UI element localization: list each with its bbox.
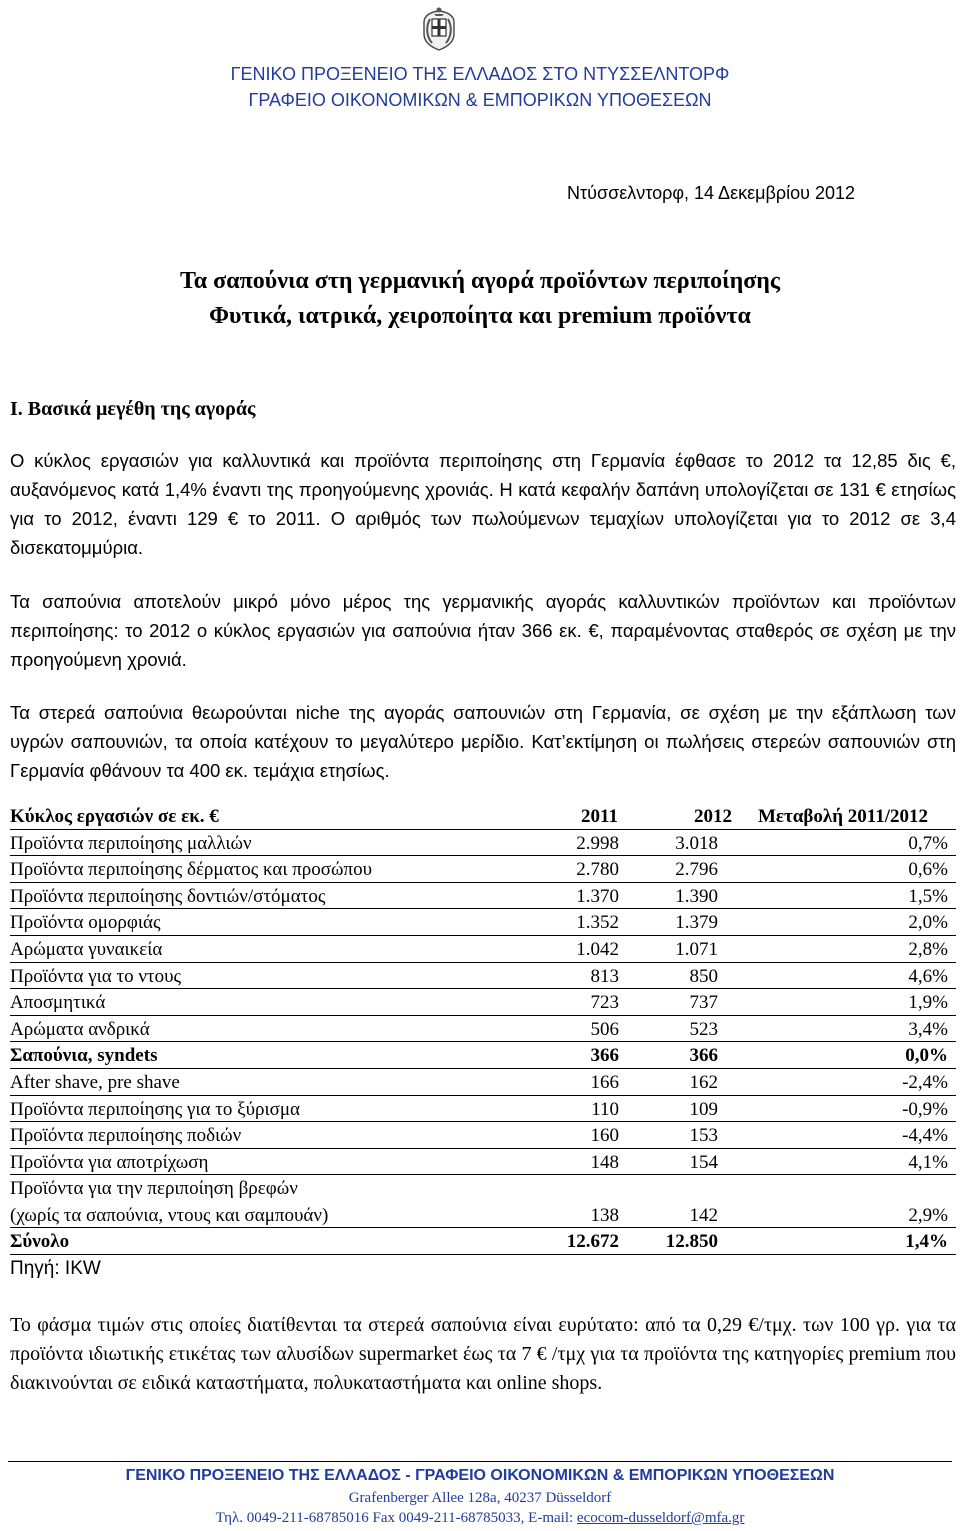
row-label: Προϊόντα για το ντους: [10, 965, 181, 987]
row-value-2011: 2.998: [576, 832, 619, 854]
row-value-2011: 1.352: [576, 912, 619, 934]
table-row: [10, 1097, 956, 1124]
table-source: Πηγή: IKW: [10, 1257, 101, 1279]
row-value-2011: 138: [590, 1204, 619, 1226]
footer-address: Grafenberger Allee 128a, 40237 Düsseldorf: [348, 1490, 612, 1506]
document-title: Τα σαπούνια στη γερμανική αγορά προϊόντων περιποίησης: [179, 268, 781, 294]
row-value-2012: 1.379: [675, 912, 718, 934]
row-value-2012: 3.018: [675, 832, 718, 854]
row-label: After shave, pre shave: [10, 1071, 180, 1093]
row-label: Προϊόντα περιποίησης μαλλιών: [10, 832, 252, 854]
row-change: 2,0%: [908, 912, 948, 934]
row-value-2012: 153: [689, 1125, 718, 1147]
table-header-2012: 2012: [694, 806, 732, 827]
table-source-row: [10, 1256, 956, 1283]
paragraph-soap-share: Τα σαπούνια αποτελούν μικρό μόνο μέρος της γερμανικής αγοράς καλλυντικών προϊόντων και προϊόντων περιποίησης: το 2012 ο κύκλος εργασιών για σαπούνια ήταν 366 εκ. €, παραμένοντας σταθερός σε σχέση με την προηγούμενη χρονιά.: [10, 591, 956, 670]
total-value-2012: 12.850: [665, 1231, 718, 1253]
row-value-2011: 1.370: [576, 885, 619, 907]
row-divider: [10, 882, 956, 883]
row-change: 4,1%: [908, 1151, 948, 1173]
row-value-2012: 154: [689, 1151, 718, 1173]
table-header-2011: 2011: [581, 806, 618, 827]
footer-office: ΓΕΝΙΚΟ ΠΡΟΞΕΝΕΙΟ ΤΗΣ ΕΛΛΑΔΟΣ - ΓΡΑΦΕΙΟ ΟΙΚΟΝΟΜΙΚΩΝ & ΕΜΠΟΡΙΚΩΝ ΥΠΟΘΕΣΕΩΝ: [125, 1467, 835, 1484]
row-change: -0,9%: [902, 1098, 948, 1120]
row-change: 4,6%: [908, 965, 948, 987]
table-row: [10, 910, 956, 937]
total-value-2011: 12.672: [566, 1231, 619, 1253]
footer-phone-fax: Τηλ. 0049-211-68785016 Fax 0049-211-68785033, E-mail:: [215, 1510, 577, 1526]
row-change: 0,0%: [905, 1045, 948, 1067]
table-total-row: [10, 1229, 956, 1256]
row-value-2012: 737: [689, 992, 718, 1014]
row-value-2011: 148: [590, 1151, 619, 1173]
table-row-highlight: [10, 1043, 956, 1070]
row-label: [10, 1176, 328, 1229]
row-value-2012: 1.071: [675, 938, 718, 960]
row-divider: [10, 1095, 956, 1096]
document-subtitle: Φυτικά, ιατρικά, χειροποίητα και premium προϊόντα: [209, 303, 751, 329]
row-divider: [10, 1121, 956, 1122]
turnover-table: [10, 804, 956, 1283]
table-header-row: [10, 804, 956, 831]
paragraph-solid-soaps: Τα στερεά σαπούνια θεωρούνται niche της αγοράς σαπουνιών στη Γερμανία, σε σχέση με την εξάπλωση των υγρών σαπουνιών, τα οποία κατέχουν το μεγαλύτερο μερίδιο. Κατ’εκτίμηση οι πωλήσεις στερεών σαπουνιών στη Γερμανία φθάνουν τα 400 εκ. τεμάχια ετησίως.: [10, 702, 956, 781]
row-value-2011: 813: [590, 965, 619, 987]
table-row: [10, 1017, 956, 1044]
row-divider: [10, 1015, 956, 1016]
table-header-change: Μεταβολή 2011/2012: [757, 806, 928, 827]
row-divider: [10, 935, 956, 936]
footer-divider: [8, 1461, 952, 1462]
table-row: [10, 1123, 956, 1150]
row-divider: [10, 1227, 956, 1228]
row-divider: [10, 1254, 956, 1255]
row-value-2012: 2.796: [675, 859, 718, 881]
row-divider: [10, 855, 956, 856]
row-value-2011: 1.042: [576, 938, 619, 960]
consulate-name: ΓΕΝΙΚΟ ΠΡΟΞΕΝΕΙΟ ΤΗΣ ΕΛΛΑΔΟΣ ΣΤΟ ΝΤΥΣΣΕΛΝΤΟΡΦ: [230, 64, 730, 84]
row-label-line2: (χωρίς τα σαπούνια, ντους και σαμπουάν): [10, 1204, 329, 1226]
row-label: Αρώματα γυναικεία: [10, 938, 163, 960]
office-name: ΓΡΑΦΕΙΟ ΟΙΚΟΝΟΜΙΚΩΝ & ΕΜΠΟΡΙΚΩΝ ΥΠΟΘΕΣΕΩΝ: [248, 90, 712, 110]
row-divider: [10, 1041, 956, 1042]
row-value-2011: 160: [590, 1125, 619, 1147]
row-label: Προϊόντα περιποίησης ποδιών: [10, 1125, 242, 1147]
table-row: [10, 990, 956, 1017]
row-label: Σαπούνια, syndets: [10, 1045, 158, 1067]
greek-coat-of-arms-icon: [418, 6, 460, 52]
table-row: [10, 964, 956, 991]
table-row: [10, 937, 956, 964]
table-row: [10, 884, 956, 911]
row-divider: [10, 1148, 956, 1149]
table-header-label: Κύκλος εργασιών σε εκ. €: [10, 806, 219, 827]
document-date: Ντύσσελντορφ, 14 Δεκεμβρίου 2012: [567, 183, 855, 203]
section-heading: Ι. Βασικά μεγέθη της αγοράς: [10, 398, 256, 420]
row-value-2012: 109: [689, 1098, 718, 1120]
row-change: -4,4%: [902, 1125, 948, 1147]
footer-contacts: [0, 1510, 960, 1527]
row-label: Προϊόντα ομορφιάς: [10, 912, 161, 934]
row-divider: [10, 829, 956, 830]
row-value-2011: 166: [590, 1071, 619, 1093]
row-label: Προϊόντα περιποίησης δοντιών/στόματος: [10, 885, 326, 907]
row-label: Προϊόντα για αποτρίχωση: [10, 1151, 209, 1173]
total-change: 1,4%: [905, 1231, 948, 1253]
row-label: Αρώματα ανδρικά: [10, 1018, 150, 1040]
table-row: [10, 1150, 956, 1177]
row-change: 0,7%: [908, 832, 948, 854]
row-value-2011: 723: [590, 992, 619, 1014]
row-divider: [10, 988, 956, 989]
row-change: 3,4%: [908, 1018, 948, 1040]
row-change: -2,4%: [902, 1071, 948, 1093]
table-row: [10, 1176, 956, 1229]
row-change: 1,9%: [908, 992, 948, 1014]
table-row: [10, 1070, 956, 1097]
footer-email-link[interactable]: ecocom-dusseldorf@mfa.gr: [576, 1510, 745, 1526]
row-value-2011: 506: [590, 1018, 619, 1040]
row-value-2012: 1.390: [675, 885, 718, 907]
row-change: 2,9%: [908, 1204, 948, 1226]
table-row: [10, 831, 956, 858]
row-divider: [10, 962, 956, 963]
row-label: Προϊόντα περιποίησης δέρματος και προσώπου: [10, 859, 373, 881]
row-value-2011: 2.780: [576, 859, 619, 881]
row-value-2011: 110: [591, 1098, 619, 1120]
row-divider: [10, 1068, 956, 1069]
row-change: 1,5%: [908, 885, 948, 907]
row-value-2012: 366: [689, 1045, 718, 1067]
row-label: Προϊόντα περιποίησης για το ξύρισμα: [10, 1098, 300, 1120]
row-value-2012: 142: [689, 1204, 718, 1226]
row-change: 2,8%: [908, 938, 948, 960]
row-change: 0,6%: [908, 859, 948, 881]
paragraph-price-range: Το φάσμα τιμών στις οποίες διατίθενται τα στερεά σαπούνια είναι ευρύτατο: από τα 0,29 €/τμχ. των 100 γρ. για τα προϊόντα ιδιωτικής ετικέτας των αλυσίδων supermarket έως τα 7 € /τμχ για τα προϊόντα της κατηγορίες premium που διακινούνται σε ειδικά καταστήματα, πολυκαταστήματα και online shops.: [10, 1314, 956, 1394]
row-value-2012: 162: [689, 1071, 718, 1093]
row-value-2012: 523: [689, 1018, 718, 1040]
paragraph-market-size: Ο κύκλος εργασιών για καλλυντικά και προϊόντα περιποίησης στη Γερμανία έφθασε το 2012 τα 12,85 δις €, αυξανόμενος κατά 1,4% έναντι της προηγούμενης χρονιάς. Η κατά κεφαλήν δαπάνη υπολογίζεται σε 131 € ετησίως για το 2012, έναντι 129 € το 2011. Ο αριθμός των πωλούμενων τεμαχίων υπολογίζεται για το 2012 σε 3,4 δισεκατομμύρια.: [10, 450, 956, 558]
row-divider: [10, 1174, 956, 1175]
row-divider: [10, 908, 956, 909]
row-label: Αποσμητικά: [10, 992, 106, 1014]
row-value-2012: 850: [689, 965, 718, 987]
row-label-line1: Προϊόντα για την περιποίηση βρεφών: [10, 1178, 298, 1200]
total-label: Σύνολο: [10, 1231, 70, 1253]
row-value-2011: 366: [590, 1045, 619, 1067]
table-row: [10, 857, 956, 884]
